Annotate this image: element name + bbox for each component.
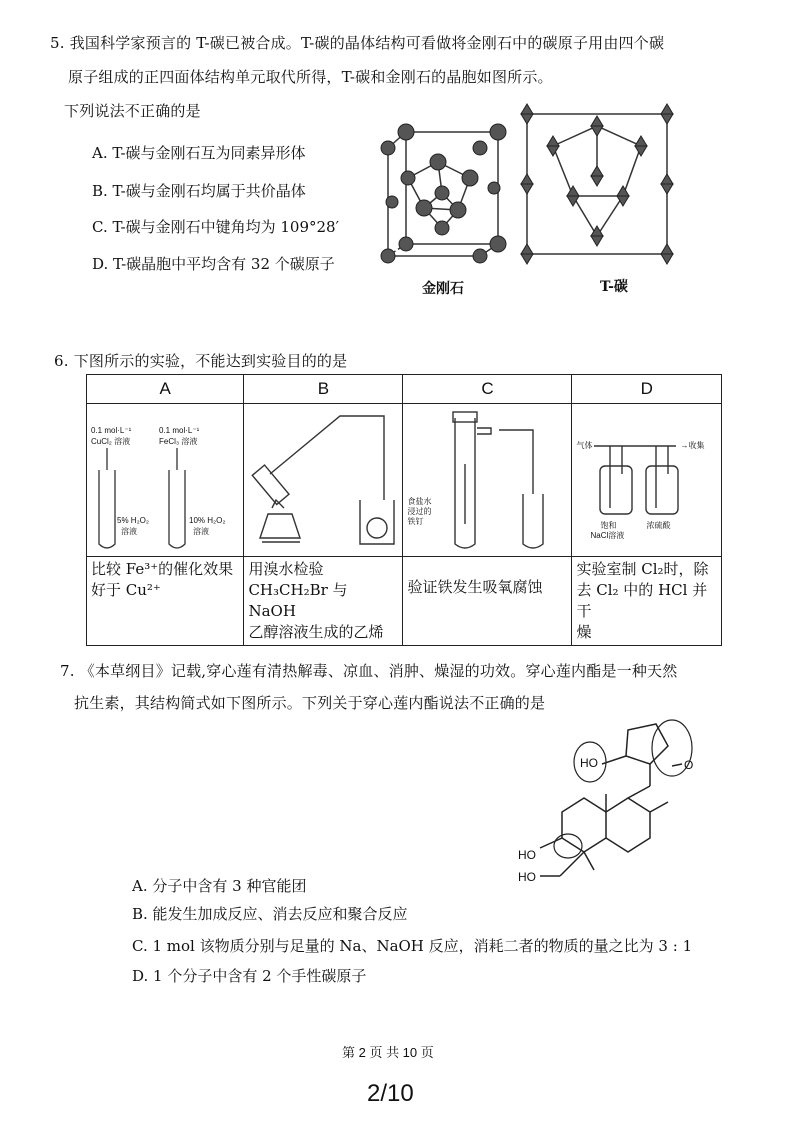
experiment-c-figure <box>403 404 572 557</box>
d-bottle1-b: NaCl溶液 <box>590 531 625 540</box>
q7-line1 <box>60 660 677 681</box>
q5-line2: 原子组成的正四面体结构单元取代所得，T-碳和金刚石的晶胞如图所示。 <box>68 68 553 86</box>
d-desc-line2: 去 Cl₂ 中的 HCl 并干 <box>576 581 708 620</box>
page-footer: 第 2 页 共 10 页 <box>342 1045 434 1060</box>
q6-number: 6. <box>54 352 69 370</box>
q7-option-c: C. 1 mol 该物质分别与足量的 Na、NaOH 反应，消耗二者的物质的量之比为 3 : 1 <box>132 937 693 955</box>
c-desc-line1: 验证铁发生吸氧腐蚀 <box>407 578 543 596</box>
a-desc-line2: 好于 Cu²⁺ <box>91 581 161 599</box>
experiment-b-description <box>244 557 403 646</box>
experiment-c-description <box>403 557 572 646</box>
a-right-name: FeCl₃ 溶液 <box>159 437 198 446</box>
header-d: D <box>572 375 722 404</box>
header-c: C <box>403 375 572 404</box>
header-a: A <box>87 375 244 404</box>
d-collect-label: →收集 <box>680 441 705 450</box>
experiment-d-figure <box>572 404 722 557</box>
q6-stem <box>54 350 347 371</box>
d-bottle2: 浓硫酸 <box>646 521 671 530</box>
q6-stem-text: 下图所示的实验，不能达到实验目的的是 <box>73 352 348 370</box>
a-left-name: CuCl₂ 溶液 <box>91 437 131 446</box>
structure-ho-top: HO <box>580 756 598 770</box>
q5-line1-text: 我国科学家预言的 T-碳已被合成。T-碳的晶体结构可看做将金刚石中的碳原子用由四个碳 <box>69 34 665 52</box>
diamond-label: 金刚石 <box>422 281 464 297</box>
experiment-a-figure <box>87 404 244 557</box>
q5-option-c: C. T-碳与金刚石中键角均为 109°28′ <box>92 218 340 236</box>
q5-option-d: D. T-碳晶胞中平均含有 32 个碳原子 <box>92 255 335 273</box>
q6-experiment-table <box>86 374 722 646</box>
q7-option-b: B. 能发生加成反应、消去反应和聚合反应 <box>132 905 408 923</box>
q7-option-d: D. 1 个分子中含有 2 个手性碳原子 <box>132 967 367 985</box>
test-tubes-icon <box>87 404 245 552</box>
experiment-d-description <box>572 557 722 646</box>
t-carbon-label: T-碳 <box>600 279 628 295</box>
q7-line1-text: 《本草纲目》记载,穿心莲有清热解毒、凉血、消肿、燥湿的功效。穿心莲内酯是一种天然 <box>79 662 678 680</box>
q7-line2: 抗生素，其结构简式如下图所示。下列关于穿心莲内酯说法不正确的是 <box>74 694 546 712</box>
structure-ho-left2: HO <box>518 870 536 884</box>
header-b: B <box>244 375 403 404</box>
experiment-b-figure <box>244 404 403 557</box>
c-label-3: 铁钉 <box>407 517 424 526</box>
a-left-conc: 0.1 mol·L⁻¹ <box>91 426 132 435</box>
d-bottle1-a: 饱和 <box>600 521 617 530</box>
t-carbon-crystal-figure <box>513 96 683 268</box>
q5-option-a: A. T-碳与金刚石互为同素异形体 <box>92 144 306 162</box>
d-gas-label: 气体 <box>576 441 593 450</box>
q7-option-a: A. 分子中含有 3 种官能团 <box>132 877 307 895</box>
q7-number: 7. <box>60 662 75 680</box>
corrosion-apparatus-icon <box>403 404 573 552</box>
page-number: 2/10 <box>367 1080 414 1107</box>
d-desc-line3: 燥 <box>576 623 592 641</box>
structure-oxo: O <box>684 758 694 772</box>
a-right-h2o2-b: 溶液 <box>193 527 209 536</box>
experiment-a-description <box>87 557 244 646</box>
q5-number: 5. <box>50 34 65 52</box>
a-desc-line1: 比较 Fe³⁺的催化效果 <box>91 560 234 578</box>
a-left-h2o2: 5% H₂O₂ <box>117 516 149 525</box>
structure-ho-left1: HO <box>518 848 536 862</box>
diamond-crystal-figure <box>378 118 510 266</box>
c-label-2: 浸过的 <box>407 507 432 516</box>
a-right-h2o2: 10% H₂O₂ <box>189 516 226 525</box>
c-label-1: 食盐水 <box>407 497 432 506</box>
b-desc-line2: CH₃CH₂Br 与 NaOH <box>248 581 348 620</box>
distillation-apparatus-icon <box>244 404 402 552</box>
q5-line1 <box>50 32 664 53</box>
d-desc-line1: 实验室制 Cl₂时，除 <box>576 560 709 578</box>
b-desc-line3: 乙醇溶液生成的乙烯 <box>248 623 384 641</box>
b-desc-line1: 用溴水检验 <box>248 560 324 578</box>
a-right-conc: 0.1 mol·L⁻¹ <box>159 426 200 435</box>
q5-prompt: 下列说法不正确的是 <box>64 102 201 120</box>
andrographolide-structure <box>510 706 710 902</box>
a-left-h2o2-b: 溶液 <box>121 527 137 536</box>
q5-option-b: B. T-碳与金刚石均属于共价晶体 <box>92 182 306 200</box>
